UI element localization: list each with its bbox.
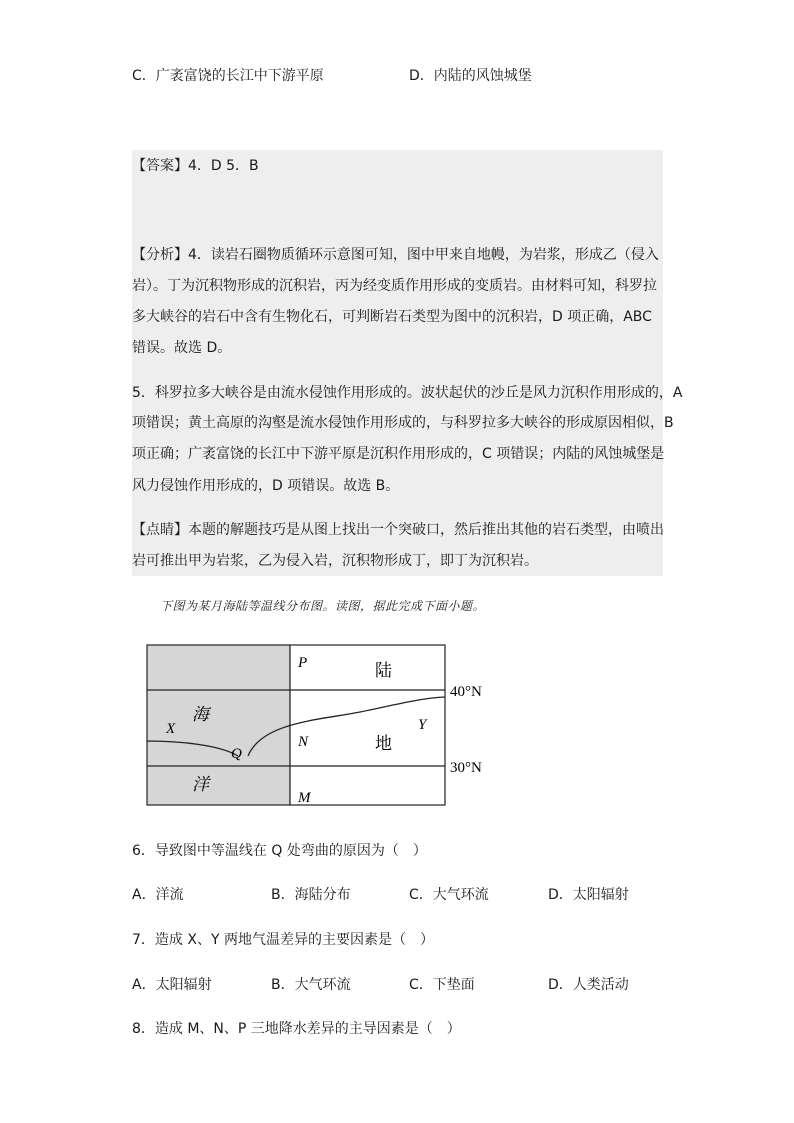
point-q: Q [231, 746, 242, 762]
land-char-1: 陆 [375, 661, 392, 680]
analysis-text-line: 岩）。丁为沉积物形成的沉积岩，丙为经变质作用形成的变质岩。由材料可知，科罗拉 [132, 278, 657, 294]
question-6-stem: 6．导致图中等温线在 Q 处弯曲的原因为（ ） [132, 843, 427, 859]
q6-option-d: D．太阳辐射 [548, 887, 629, 903]
tip-line [132, 520, 664, 540]
figure-caption: 下图为某月海陆等温线分布图。读图，据此完成下面小题。 [160, 599, 486, 613]
tip-label: 【点睛】 [132, 522, 188, 538]
latitude-label-40n: 40°N [450, 684, 482, 700]
question-8-stem: 8．造成 M、N、P 三地降水差异的主导因素是（ ） [132, 1021, 461, 1037]
point-y: Y [418, 717, 427, 733]
analysis-text-line: 多大峡谷的岩石中含有生物化石，可判断岩石类型为图中的沉积岩，D 项正确，ABC [132, 309, 652, 325]
point-p: P [298, 655, 308, 671]
q6-option-c: C．大气环流 [409, 887, 489, 903]
analysis-q5-line: 5．科罗拉多大峡谷是由流水侵蚀作用形成的。波状起伏的沙丘是风力沉积作用形成的，A [132, 385, 683, 401]
answer-label: 【答案】 [132, 158, 188, 174]
analysis-q5-line: 项错误；黄土高原的沟壑是流水侵蚀作用形成的，与科罗拉多大峡谷的形成原因相似，B [132, 415, 674, 431]
question-7-stem: 7．造成 X、Y 两地气温差异的主要因素是（ ） [132, 932, 434, 948]
q6-option-a: A．洋流 [132, 887, 184, 903]
land-char-2: 地 [375, 734, 392, 753]
point-n: N [298, 734, 309, 750]
answer-line [132, 156, 259, 176]
answer-analysis-block [132, 150, 663, 576]
tip-text-line: 本题的解题技巧是从图上找出一个突破口，然后推出其他的岩石类型，由喷出 [188, 522, 664, 538]
sea-char-2: 洋 [192, 775, 209, 794]
q7-option-d: D．人类活动 [548, 977, 629, 993]
tip-text-line: 岩可推出甲为岩浆，乙为侵入岩，沉积物形成丁，即丁为沉积岩。 [132, 553, 538, 569]
analysis-text-line: 4．读岩石圈物质循环示意图可知，图中甲来自地幔，为岩浆，形成乙（侵入 [188, 247, 659, 263]
analysis-text-line: 错误。故选 D。 [132, 340, 232, 356]
q6-option-b: B．海陆分布 [271, 887, 351, 903]
sea-char-1: 海 [192, 705, 209, 724]
latitude-label-30n: 30°N [450, 760, 482, 776]
q7-option-b: B．大气环流 [271, 977, 351, 993]
q7-option-a: A．太阳辐射 [132, 977, 212, 993]
analysis-q5-line: 项正确；广袤富饶的长江中下游平原是沉积作用形成的，C 项错误；内陆的风蚀城堡是 [132, 446, 665, 462]
point-x: X [166, 721, 176, 737]
analysis-q5-line: 风力侵蚀作用形成的，D 项错误。故选 B。 [132, 478, 400, 494]
answer-text: 4．D 5．B [188, 158, 259, 174]
q7-option-c: C．下垫面 [409, 977, 475, 993]
analysis-label: 【分析】 [132, 247, 188, 263]
option-c: C．广袤富饶的长江中下游平原 [132, 68, 324, 84]
option-d: D．内陆的风蚀城堡 [409, 68, 532, 84]
analysis-line [132, 245, 659, 265]
isotherm-map [0, 630, 794, 860]
point-m: M [298, 790, 311, 806]
